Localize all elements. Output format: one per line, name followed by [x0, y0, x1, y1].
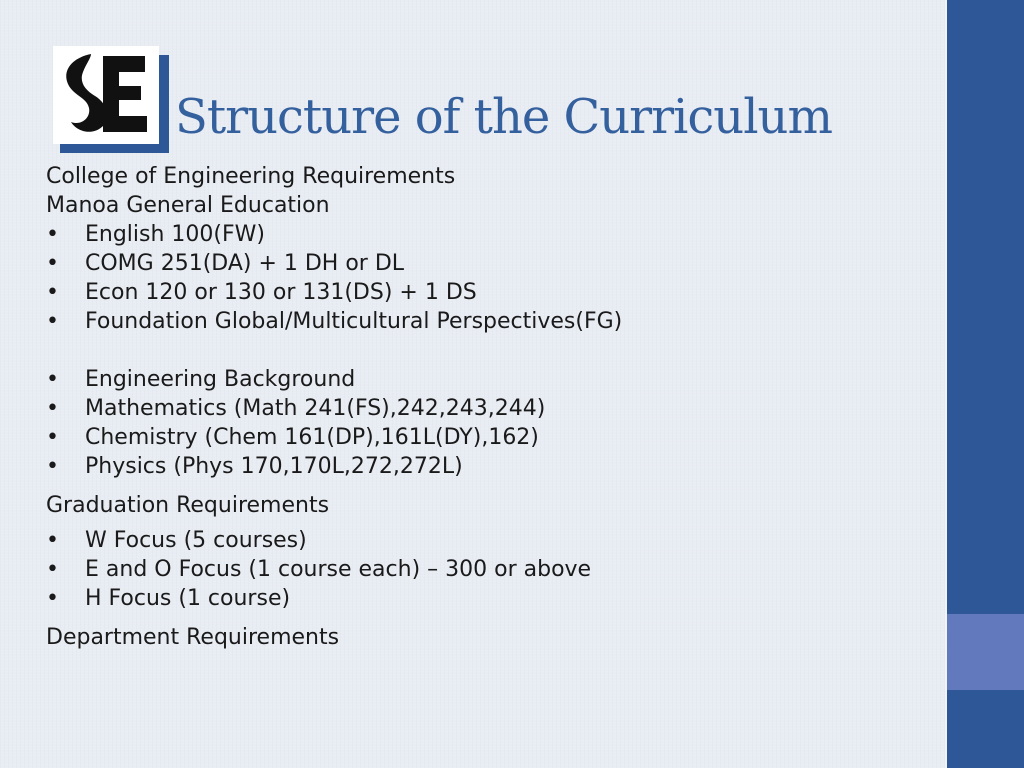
bullet-icon: • [46, 280, 59, 305]
list-item: • Mathematics (Math 241(FS),242,243,244) [46, 396, 546, 421]
spacer [46, 481, 936, 491]
list-item: • Physics (Phys 170,170L,272,272L) [46, 454, 463, 479]
right-side-bar-accent [947, 614, 1024, 690]
department-requirements-heading: Department Requirements [46, 625, 340, 650]
list-item: • Chemistry (Chem 161(DP),161L(DY),162) [46, 425, 539, 450]
spacer [46, 613, 936, 623]
general-education-heading: Manoa General Education [46, 193, 330, 218]
bullet-icon: • [46, 425, 59, 450]
list-item: • W Focus (5 courses) [46, 528, 307, 553]
se-logo-icon [53, 46, 159, 144]
bullet-icon: • [46, 222, 59, 247]
spacer [46, 336, 936, 365]
list-item: • Econ 120 or 130 or 131(DS) + 1 DS [46, 280, 477, 305]
slide-title: Structure of the Curriculum [175, 89, 832, 145]
bullet-icon: • [46, 586, 59, 611]
list-item: • English 100(FW) [46, 222, 265, 247]
bullet-icon: • [46, 309, 59, 334]
bullet-icon: • [46, 251, 59, 276]
graduation-requirements-heading: Graduation Requirements [46, 493, 330, 518]
list-item: • H Focus (1 course) [46, 586, 291, 611]
bullet-icon: • [46, 396, 59, 421]
list-item: • COMG 251(DA) + 1 DH or DL [46, 251, 405, 276]
list-item: • Foundation Global/Multicultural Perspectives(FG) [46, 309, 623, 334]
list-item: • E and O Focus (1 course each) – 300 or above [46, 557, 592, 582]
college-requirements-heading: College of Engineering Requirements [46, 164, 456, 189]
list-item: • Engineering Background [46, 367, 356, 392]
slide-content [46, 162, 936, 652]
se-logo [53, 46, 159, 144]
bullet-icon: • [46, 528, 59, 553]
bullet-icon: • [46, 454, 59, 479]
bullet-icon: • [46, 367, 59, 392]
bullet-icon: • [46, 557, 59, 582]
